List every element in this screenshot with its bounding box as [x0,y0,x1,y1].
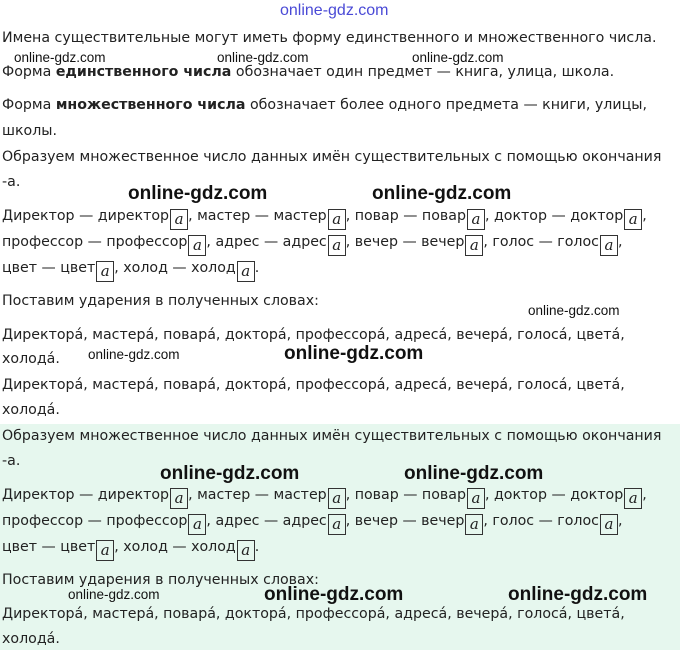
ending-box: а [600,235,618,256]
watermark: online-gdz.com [217,50,309,65]
answer-row-2-2: профессор — профессор а , адрес — адрес а , вечер — вечер а , голос — голос а , [2,513,623,533]
watermark: online-gdz.com [128,183,268,204]
stress-answer-1: Директора́, мастера́, повара́, доктора́, профессора́, адреса́, вечера́, голоса́, цвета́, [2,327,625,343]
task-stress-text: Поставим ударения в полученных словах: [2,293,319,309]
ending-box: а [328,209,346,230]
ending-box: а [467,488,485,509]
ending-box: а [328,488,346,509]
answer-row-1-2: Директор — директор а , мастер — мастер а , повар — повар а , доктор — доктор а , [2,487,647,507]
stress-answer-2: Директора́, мастера́, повара́, доктора́, профессора́, адреса́, вечера́, голоса́, цвета́, [2,377,625,393]
task-plural-text-2: Образуем множественное число данных имён существительных с помощью окончания [2,428,662,444]
intro-paragraph-3: Форма множественного числа обозначает более одного предмета — книги, улицы, [2,97,647,113]
stress-answer-2-cont: холода́. [2,402,60,418]
task-plural-text: Образуем множественное число данных имён существительных с помощью окончания [2,149,662,165]
answer-row-3-2: цвет — цвет а , холод — холод а . [2,539,260,559]
watermark: online-gdz.com [160,463,300,484]
intro-paragraph-3-cont: школы. [2,123,58,139]
ending-box: а [96,261,114,282]
ending-box: а [467,209,485,230]
ending-box: а [465,514,483,535]
ending-box: а [624,209,642,230]
ending-box: а [328,514,346,535]
watermark: online-gdz.com [508,584,648,605]
ending-box: а [188,514,206,535]
watermark: online-gdz.com [372,183,512,204]
ending-box: а [237,540,255,561]
stress-answer-3-cont: холода́. [2,631,60,647]
task-stress-text-2: Поставим ударения в полученных словах: [2,572,319,588]
watermark-top: online-gdz.com [280,2,389,19]
task-plural-text-cont: -а. [2,174,21,190]
ending-box: а [237,261,255,282]
watermark: online-gdz.com [528,303,620,318]
watermark: online-gdz.com [88,347,180,362]
watermark: online-gdz.com [284,343,424,364]
bold-term-plural: множественного числа [55,97,246,113]
ending-box: а [465,235,483,256]
answer-row-1: Директор — директор а , мастер — мастер а , повар — повар а , доктор — доктор а , [2,208,647,228]
ending-box: а [96,540,114,561]
answer-row-3: цвет — цвет а , холод — холод а . [2,260,260,280]
ending-box: а [624,488,642,509]
watermark: online-gdz.com [68,587,160,602]
intro-paragraph-1: Имена существительные могут иметь форму единственного и множественного числа. [2,30,657,46]
watermark: online-gdz.com [404,463,544,484]
ending-box: а [170,209,188,230]
ending-box: а [600,514,618,535]
ending-box: а [170,488,188,509]
ending-box: а [188,235,206,256]
watermark: online-gdz.com [264,584,404,605]
watermark: online-gdz.com [14,50,106,65]
watermark: online-gdz.com [412,50,504,65]
intro-paragraph-2: Форма единственного числа обозначает один предмет — книга, улица, школа. [2,64,615,80]
bold-term-singular: единственного числа [55,64,232,80]
answer-row-2: профессор — профессор а , адрес — адрес а , вечер — вечер а , голос — голос а , [2,234,623,254]
ending-box: а [328,235,346,256]
stress-answer-3: Директора́, мастера́, повара́, доктора́, профессора́, адреса́, вечера́, голоса́, цвета́, [2,606,625,622]
stress-answer-1-cont: холода́. [2,351,60,367]
task-plural-text-2-cont: -а. [2,453,21,469]
